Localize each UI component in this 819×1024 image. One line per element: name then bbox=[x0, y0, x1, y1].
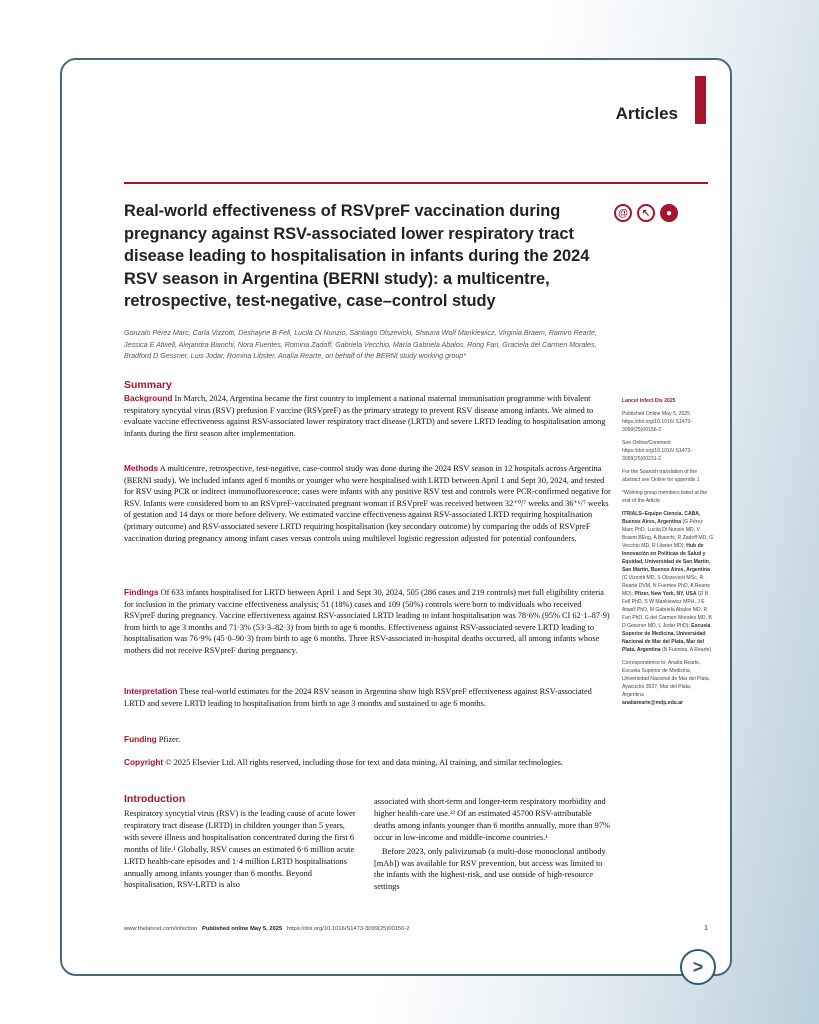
background-text: In March, 2024, Argentina became the first country to implement a national maternal immunisation programme with bivalent respiratory syncytial virus (RSV) prefusion F vaccine (RSVpreF) as the primary strategy to prevent RSV disease among infants. We aimed to evaluate vaccine effectiveness against RSV-associated lower respiratory tract disease (LRTD) and severe LRTD leading to hospitalisation among infants during the first season after implementation. bbox=[124, 394, 606, 438]
abstract-copyright bbox=[124, 757, 614, 769]
affiliation-3: Pfizer, New York, NY, USA bbox=[634, 591, 697, 597]
crossmark-icon[interactable]: ● bbox=[660, 204, 678, 222]
interpretation-text: These real-world estimates for the 2024 RSV season in Argentina show high RSVpreF effectiveness against RSV-associated LRTD and severe LRTD leading to hospitalisation from birth to age 3 months and sustained to age 6 months. bbox=[124, 687, 592, 708]
correspondence-text: Correspondence to: Analía Rearte, Escuela Superior de Medicina, Universidad Nacional de Mar del Plata, Ayacucho 3537, Mar del Plata, Argentina bbox=[622, 660, 711, 698]
translation-note: For the Spanish translation of the abstract see Online for appendix 1 bbox=[622, 469, 700, 483]
cursor-icon[interactable]: ↖ bbox=[637, 204, 655, 222]
affiliation-4: Escuela Superior de Medicina, Universidad Nacional de Mar del Plata, Mar del Plata, Argentina bbox=[622, 623, 711, 653]
background-label: Background bbox=[124, 393, 173, 403]
section-label: Articles bbox=[615, 104, 678, 123]
intro-column-1: Respiratory syncytial virus (RSV) is the leading cause of acute lower respiratory tract disease (LRTD) in children younger than 5 years, with severe illness and hospitalisation concentrated during the first 6 months of life.¹ Globally, RSV causes an estimated 6·6 million acute LRTD health-care episodes and 1·4 million LRTD hospitalisations annually among infants younger than 6 months. Beyond hospitalisation, RSV-LRTD is also bbox=[124, 809, 356, 890]
correspondence bbox=[622, 659, 714, 707]
funding-text: Pfizer. bbox=[156, 735, 181, 744]
affiliation-3-people: (D B Fell PhD, S W Mankiewicz MPH, J E Atwell PhD, M Gabriela Abalos MD, R Fan PhD, G del Carmen Morales MD, B D Gessner MD, L Jodar PhD); bbox=[622, 591, 712, 629]
footer-published: Published online May 5, 2025 bbox=[201, 926, 283, 932]
article-title: Real-world effectiveness of RSVpreF vaccination during pregnancy against RSV-associated lower respiratory tract disease leading to hospitalisation in infants during the 2024 RSV season in Argentina (BERNI study): a multicentre, retrospective, test-negative, case–control study bbox=[124, 202, 590, 311]
abstract-funding bbox=[124, 734, 614, 746]
methods-text: A multicentre, retrospective, test-negative, case-control study was done during the 2024 RSV season in 12 hospitals across Argentina (BERNI study). We included infants aged 6 months or younger who were hospitalised with LRTD between April 1 and Sept 30, 2024, and tested for RSV using PCR or indirect immunofluorescence; cases were infants with any positive RSV test and controls were PCR-confirmed negative for RSV. Infants were considered born to an RSVpreF-vaccinated pregnant woman if RSVpreF was received between 32⁺⁰/⁷ weeks and 36⁺⁶/⁷ weeks of gestation and 14 days or more before delivery. We estimated vaccine effectiveness against RSV-associated LRTD requiring hospitalisation (primary outcome) and RSV-associated severe LRTD requiring hospitalisation (key secondary outcome) by comparing the odds of RSVpreF vaccination during pregnancy among infant cases versus controls using multilevel logistic regression adjusted for potential confounders. bbox=[124, 464, 611, 543]
footer-site[interactable]: www.thelancet.com/infection bbox=[124, 926, 198, 932]
summary-heading: Summary bbox=[124, 379, 172, 391]
affiliation-2-people: (C Vizzotti MD, S Olszevicki MSc, R Rearte DVM, N Fuentes PhD, A Rearte MD); bbox=[622, 575, 711, 597]
journal-ref: Lancet Infect Dis 2025 bbox=[622, 398, 676, 404]
funding-label: Funding bbox=[124, 734, 157, 744]
introduction-heading: Introduction bbox=[124, 793, 186, 805]
section-accent-bar bbox=[695, 76, 706, 124]
affiliation-1-people: (G Pérez Marc PhD, Lucila Di Nunzio MD, V Braem BEng, A Bianchi, R Zadoff MD, G Vecchio MD, R Libster MD); bbox=[622, 519, 714, 549]
intro-col2-para1: associated with short-term and longer-term respiratory morbidity and higher health-care use.²³ Of an estimated 45700 RSV-attributable deaths among infants younger than 6 months annually, more than 97% occur in low-income and middle-income countries.¹ bbox=[374, 797, 610, 842]
copyright-text: © 2025 Elsevier Ltd. All rights reserved, including those for text and data mining, AI training, and similar technologies. bbox=[163, 758, 564, 767]
correspondence-email[interactable]: analiarearte@mdp.edu.ar bbox=[622, 700, 684, 706]
findings-label: Findings bbox=[124, 587, 159, 597]
footer-doi[interactable]: https://doi.org/10.1016/S1473-3099(25)00156-2 bbox=[287, 926, 410, 932]
copyright-label: Copyright bbox=[124, 757, 164, 767]
affiliation-2: Hub de Innovación en Políticas de Salud y Equidad, Universidad de San Martín, San Martín, Buenos Aires, Argentina bbox=[622, 543, 711, 573]
abstract-methods bbox=[124, 463, 614, 544]
affiliation-1: ITRIALS–Equipo Ciencia, CABA, Buenos Aires, Argentina bbox=[622, 511, 701, 525]
next-page-button[interactable]: > bbox=[680, 949, 716, 985]
author-list: Gonzalo Pérez Marc, Carla Vizzotti, Deshayne B Fell, Lucila Di Nunzio, Santiago Olszevicki, Shauna Wolf Mankiewicz, Virginia Braem, Ramiro Rearte, Jessica E Atwell, Alejandra Bianchi, Nora Fuentes, Romina Zadoff, Gabriela Vecchio, María Gabriela Abalos, Rong Fan, Graciela del Carmen Morales, Bradford D Gessner, Luis Jodar, Romina Libster, Analía Rearte, on behalf of the BERNI study working group* bbox=[124, 329, 597, 360]
working-group-note: *Working group members listed at the end of the Article bbox=[622, 490, 708, 504]
page-footer bbox=[124, 926, 410, 932]
published-online[interactable]: Published Online May 5, 2025 https://doi.org/10.1016/ S1473-3099(25)00156-2 bbox=[622, 411, 692, 433]
sidebar-notes bbox=[622, 397, 714, 712]
header-rule bbox=[124, 182, 708, 184]
interpretation-label: Interpretation bbox=[124, 686, 178, 696]
comment-link[interactable]: See Online/Comment https://doi.org/10.1016/ S1473-3099(25)00231-2 bbox=[622, 440, 692, 462]
abstract-findings bbox=[124, 587, 614, 657]
abstract-interpretation bbox=[124, 686, 614, 709]
affiliations bbox=[622, 510, 714, 654]
findings-text: Of 633 infants hospitalised for LRTD between April 1 and Sept 30, 2024, 505 (286 cases and 219 controls) met full eligibility criteria for inclusion in the primary vaccine effectiveness analysis; 51 (18%) cases and 109 (50%) controls were born to individuals who received RSVpreF during pregnancy. Vaccine effectiveness against RSV-associated LRTD leading to infant hospitalisation was 78·6% (95% CI 62·1–87·9) from birth to age 3 months and 71·3% (53·3–82·3) from birth to age 6 months. Effectiveness against RSV-associated severe LRTD leading to hospitalisation was 76·9% (45·0–90·3) from birth to age 6 months. Three RSV-associated in-hospital deaths occurred, all among infants whose mothers did not receive RSVpreF during pregnancy. bbox=[124, 588, 610, 655]
intro-column-2 bbox=[374, 796, 610, 893]
abstract-background bbox=[124, 393, 614, 439]
affiliation-4-people: (N Fuentes, A Rearte) bbox=[662, 647, 712, 653]
article-badges bbox=[614, 204, 678, 222]
open-access-icon[interactable]: @ bbox=[614, 204, 632, 222]
page-number: 1 bbox=[704, 925, 708, 932]
methods-label: Methods bbox=[124, 463, 159, 473]
intro-col2-para2: Before 2023, only palivizumab (a multi-dose monoclonal antibody [mAb]) was available for RSV prevention, but access was limited to the infants with the highest-risk, and use outside of high-resource settings bbox=[374, 846, 606, 892]
article-page bbox=[60, 58, 732, 976]
